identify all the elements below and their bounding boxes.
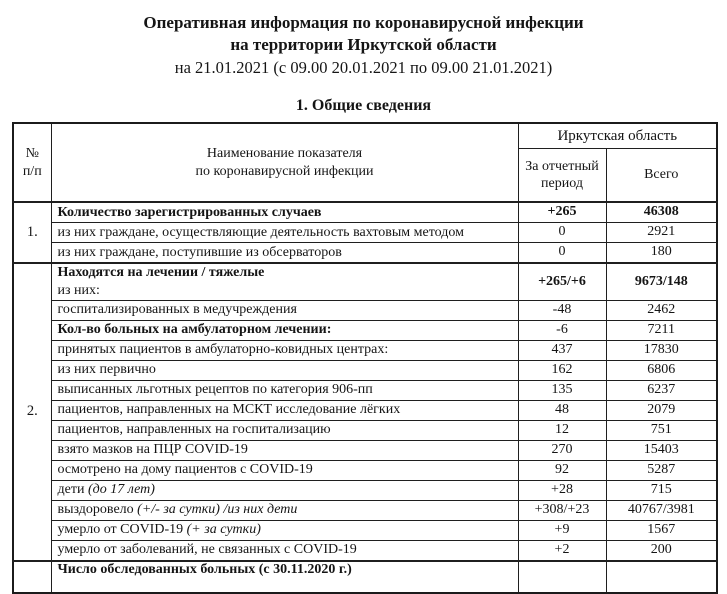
table-row	[13, 320, 717, 340]
table-header	[13, 123, 717, 202]
row-label-text: пациентов, направленных на госпитализацию	[57, 422, 331, 438]
row-period-value: 12	[518, 420, 606, 440]
row-label	[51, 540, 518, 561]
column-header-indicator-line1: Наименование показателя	[206, 146, 363, 161]
table-row	[13, 263, 717, 300]
row-label	[51, 243, 518, 264]
row-group-number	[13, 561, 51, 593]
row-total-value: 5287	[606, 460, 717, 480]
table-row	[13, 300, 717, 320]
table-row	[13, 223, 717, 243]
table-row	[13, 380, 717, 400]
row-label-text: Количество зарегистрированных случаев	[57, 204, 322, 220]
table-row	[13, 400, 717, 420]
row-group-number: 2.	[13, 263, 51, 561]
row-total-value: 2921	[606, 223, 717, 243]
row-label-text: из них первично	[57, 362, 156, 378]
row-period-value: +2	[518, 540, 606, 561]
table-row	[13, 440, 717, 460]
column-header-period: За отчетный период	[518, 149, 606, 203]
row-total-value: 180	[606, 243, 717, 264]
row-label-text: выздоровело	[57, 502, 138, 518]
row-label	[51, 340, 518, 360]
table-row	[13, 500, 717, 520]
covid-report-table	[12, 122, 718, 594]
row-label-italic: (+/- за сутки) /из них дети	[137, 502, 298, 518]
row-period-value: +9	[518, 520, 606, 540]
column-header-indicator	[51, 123, 518, 202]
row-total-value: 751	[606, 420, 717, 440]
row-label-text: умерло от заболеваний, не связанных с COVID-19	[57, 542, 357, 558]
row-label-text: осмотрено на дому пациентов с COVID-19	[57, 462, 313, 478]
row-label-text: Находятся на лечении / тяжелые	[57, 265, 265, 280]
document-header	[0, 0, 727, 79]
row-group-number: 1.	[13, 202, 51, 263]
row-total-value: 2462	[606, 300, 717, 320]
table-row	[13, 243, 717, 264]
table-row	[13, 340, 717, 360]
row-label	[51, 320, 518, 340]
row-total-value: 6806	[606, 360, 717, 380]
row-period-value: 270	[518, 440, 606, 460]
row-total-value: 46308	[606, 202, 717, 223]
document-title-line3: на 21.01.2021 (с 09.00 20.01.2021 по 09.00 21.01.2021)	[174, 57, 553, 77]
table-row	[13, 420, 717, 440]
row-label	[51, 202, 518, 223]
column-header-total: Всего	[606, 149, 717, 203]
row-period-value: 0	[518, 223, 606, 243]
row-total-value: 40767/3981	[606, 500, 717, 520]
row-label-text: пациентов, направленных на МСКТ исследование лёгких	[57, 402, 401, 418]
row-period-value: +265/+6	[518, 263, 606, 300]
row-period-value: 0	[518, 243, 606, 264]
row-label-italic: (до 17 лет)	[87, 482, 155, 498]
table-body	[13, 202, 717, 593]
row-period-value: 48	[518, 400, 606, 420]
section-heading: 1. Общие сведения	[295, 96, 432, 114]
row-label-text: дети	[57, 482, 88, 498]
table-row-partial	[13, 561, 717, 593]
column-header-region: Иркутская область	[518, 123, 717, 149]
column-header-number-line1: №	[25, 146, 39, 161]
row-label-italic: (+ за сутки)	[186, 522, 261, 538]
row-period-value: 162	[518, 360, 606, 380]
row-period-value: -48	[518, 300, 606, 320]
row-total-value: 1567	[606, 520, 717, 540]
row-label-text: из них граждане, осуществляющие деятельность вахтовым методом	[57, 224, 464, 240]
row-label	[51, 400, 518, 420]
column-header-number	[13, 123, 51, 202]
table-row	[13, 520, 717, 540]
row-label-text: принятых пациентов в амбулаторно-ковидных центрах:	[57, 342, 389, 358]
table-row	[13, 460, 717, 480]
table-row	[13, 202, 717, 223]
row-total-value: 2079	[606, 400, 717, 420]
row-label-subtext: из них:	[57, 282, 100, 298]
row-label-text: умерло от COVID-19	[57, 522, 187, 538]
table-row	[13, 540, 717, 561]
row-period-value: 437	[518, 340, 606, 360]
row-label	[51, 520, 518, 540]
row-label	[51, 500, 518, 520]
table-row	[13, 360, 717, 380]
row-label-text: госпитализированных в медучреждения	[57, 302, 297, 318]
row-label	[51, 460, 518, 480]
column-header-indicator-line2: по коронавирусной инфекции	[195, 163, 374, 179]
row-total-value	[606, 561, 717, 593]
row-label-text: Кол-во больных на амбулаторном лечении:	[57, 322, 332, 338]
row-total-value: 15403	[606, 440, 717, 460]
table-row	[13, 480, 717, 500]
row-period-value: -6	[518, 320, 606, 340]
row-total-value: 200	[606, 540, 717, 561]
row-label: Число обследованных больных (с 30.11.2020 г.)	[51, 561, 518, 593]
row-period-value: +28	[518, 480, 606, 500]
row-total-value: 7211	[606, 320, 717, 340]
row-label	[51, 300, 518, 320]
row-total-value: 715	[606, 480, 717, 500]
row-total-value: 17830	[606, 340, 717, 360]
row-label	[51, 440, 518, 460]
row-total-value: 9673/148	[606, 263, 717, 300]
row-period-value: 135	[518, 380, 606, 400]
document-title-line1: Оперативная информация по коронавирусной инфекции	[143, 13, 584, 32]
row-label	[51, 360, 518, 380]
row-period-value: 92	[518, 460, 606, 480]
row-label	[51, 480, 518, 500]
row-period-value: +265	[518, 202, 606, 223]
document-title-line2: на территории Иркутской области	[230, 35, 497, 55]
row-label-text: выписанных льготных рецептов по категория 906-пп	[57, 382, 373, 398]
row-label	[51, 223, 518, 243]
column-header-number-line2: п/п	[22, 163, 42, 179]
row-label-text: взято мазков на ПЦР COVID-19	[57, 442, 248, 458]
row-label	[51, 380, 518, 400]
row-label	[51, 420, 518, 440]
row-label	[51, 263, 518, 300]
row-total-value: 6237	[606, 380, 717, 400]
row-period-value	[518, 561, 606, 593]
row-period-value: +308/+23	[518, 500, 606, 520]
row-label-text: из них граждане, поступившие из обсерваторов	[57, 244, 342, 260]
